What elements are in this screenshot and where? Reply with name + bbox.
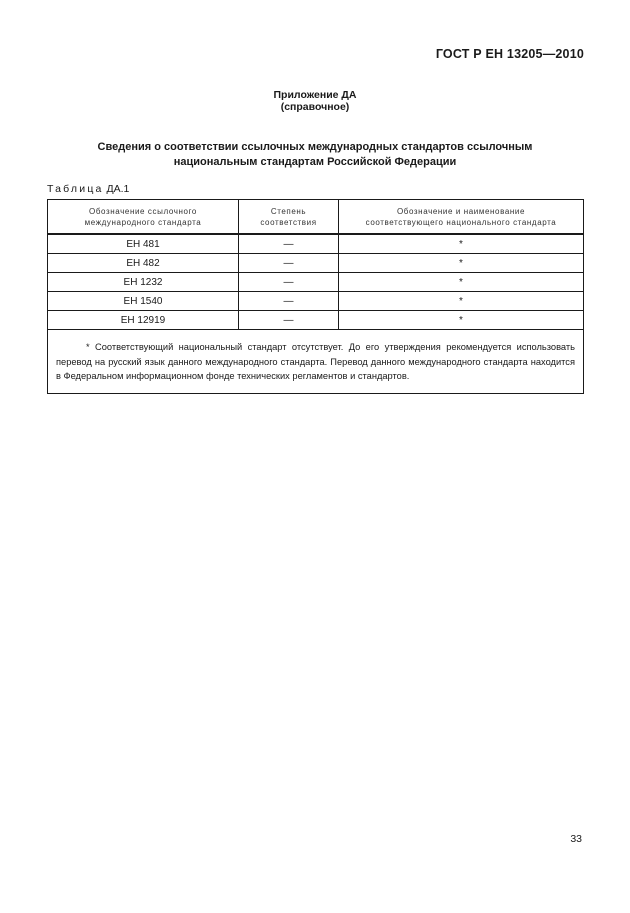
table-row xyxy=(48,292,584,311)
cell-degree: — xyxy=(239,311,339,330)
standard-code: ГОСТ Р ЕН 13205—2010 xyxy=(435,47,584,61)
table-row xyxy=(48,234,584,254)
section-title-line-2: национальным стандартам Российской Федерации xyxy=(173,156,457,168)
reference-standards-table xyxy=(47,199,584,394)
table-caption-number: ДА.1 xyxy=(106,183,130,195)
footnote-text: * Соответствующий национальный стандарт отсутствует. До его утверждения рекомендуется использовать перевод на русский язык данного международного стандарта. Перевод данного международного стандарта находится в Федеральном информационном фонде технических регламентов и стандартов. xyxy=(56,342,575,381)
header-col2-line2: соответствия xyxy=(260,217,317,227)
table-row xyxy=(48,254,584,273)
cell-national: * xyxy=(339,292,584,311)
table-note-row xyxy=(48,330,584,394)
section-title xyxy=(60,140,570,170)
cell-designation: ЕН 1232 xyxy=(48,273,239,292)
cell-degree: — xyxy=(239,273,339,292)
cell-degree: — xyxy=(239,292,339,311)
table-row xyxy=(48,311,584,330)
cell-national: * xyxy=(339,254,584,273)
annex-heading xyxy=(0,89,630,113)
header-degree-of-conformity xyxy=(239,200,339,235)
header-col3-line1: Обозначение и наименование xyxy=(396,206,526,216)
cell-degree: — xyxy=(239,234,339,254)
cell-national: * xyxy=(339,311,584,330)
cell-designation: ЕН 1540 xyxy=(48,292,239,311)
cell-designation: ЕН 12919 xyxy=(48,311,239,330)
table-caption-prefix: Таблица xyxy=(47,183,104,195)
page-number: 33 xyxy=(570,833,582,845)
table-row xyxy=(48,273,584,292)
table-footnote xyxy=(48,330,584,394)
header-col2-line1: Степень xyxy=(270,206,307,216)
cell-designation: ЕН 481 xyxy=(48,234,239,254)
cell-national: * xyxy=(339,234,584,254)
header-col3-line2: соответствующего национального стандарта xyxy=(365,217,557,227)
table-caption xyxy=(47,183,129,195)
table-header-row xyxy=(48,200,584,235)
header-national-standard xyxy=(339,200,584,235)
header-col1-line1: Обозначение ссылочного xyxy=(89,206,197,216)
header-international-standard xyxy=(48,200,239,235)
cell-designation: ЕН 482 xyxy=(48,254,239,273)
annex-title: Приложение ДА xyxy=(273,89,357,101)
section-title-line-1: Сведения о соответствии ссылочных международных стандартов ссылочным xyxy=(97,141,533,153)
cell-degree: — xyxy=(239,254,339,273)
cell-national: * xyxy=(339,273,584,292)
annex-subtitle: (справочное) xyxy=(280,101,350,113)
header-col1-line2: международного стандарта xyxy=(84,217,202,227)
